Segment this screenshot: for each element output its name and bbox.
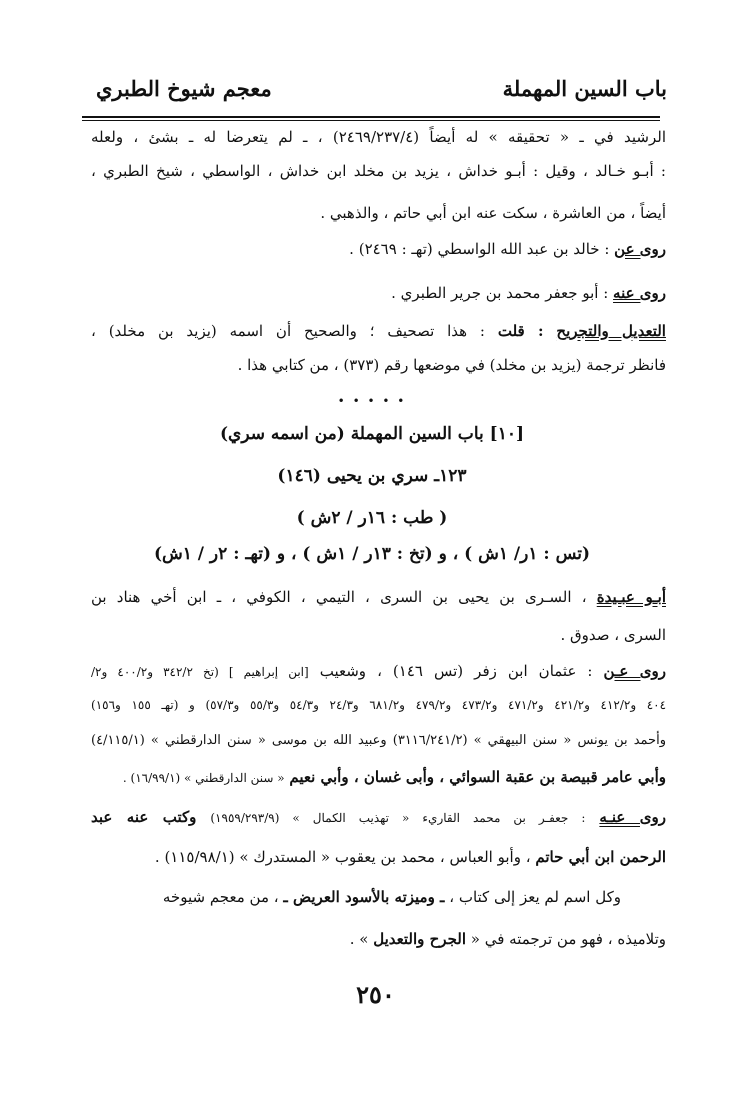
tadil-label: التعديل والتجريح — [556, 322, 666, 340]
narrated-from-line-1 — [91, 660, 666, 683]
entry-title: ١٢٣ـ سري بن يحيى (١٤٦) — [277, 466, 467, 486]
note-line-2 — [91, 928, 666, 950]
narrated-by-text: : أبو جعفر محمد بن جرير الطبري . — [391, 284, 609, 302]
entry-narrated-by-label: روى عنـه — [599, 808, 666, 826]
header-rule-thin — [82, 120, 660, 121]
narrated-from-label: روى عن — [614, 240, 666, 258]
prev-final-line: فانظر ترجمة (يزيد بن مخلد) في موضعها رقم (٣٧٣) ، من كتابي هذا . — [237, 356, 666, 374]
page-number: ٢٥٠ — [356, 980, 395, 1009]
entry-narrated-from-text: : عثمان ابن زفر (تس ١٤٦) ، وشعيب — [319, 662, 593, 680]
narrated-by-line-2 — [91, 846, 666, 868]
bio-text-1: ، السـرى بن يحيى بن السرى ، التيمي ، الكوفي ، ـ ابن أخي هناد بن — [91, 588, 587, 606]
entry-narrated-from-small: [ابن إبراهيم ] (تخ ٣٤٢/٢ و٤٠٠/٢ و٢/ — [91, 665, 309, 679]
tadil-qultu: : قلت — [497, 322, 544, 340]
prev-entry-line-3: أيضاً ، من العاشرة ، سكت عنه ابن أبي حاتم ، والذهبي . — [320, 204, 666, 222]
prev-narrated-by — [91, 282, 666, 304]
narrated-by-text-2: ، وأبو العباس ، محمد بن يعقوب « المستدرك » (١١٥/٩٨/١) . — [154, 848, 531, 866]
prev-narrated-from — [91, 238, 666, 260]
prev-tadil-line — [91, 320, 666, 342]
kunya-label: أبـو عبـيدة — [596, 588, 666, 606]
note-text-1b: ، من معجم شيوخه — [162, 888, 279, 906]
prev-entry-line-2: : أبـو خـالد ، وقيل : أبـو خداش ، يزيد بن مخلد ابن خداش ، الواسطي ، شيخ الطبري ، — [91, 162, 666, 180]
section-title: [١٠] باب السين المهملة (من اسمه سري) — [219, 424, 525, 444]
source-references: (تس : ١ر/ ١ش ) ، و (تخ : ١٣ر / ١ش ) ، و (تهـ : ٢ر / ١ش) — [153, 544, 591, 564]
narrated-from-bold-ref: « سنن الدارقطني » (١٦/٩٩/١) . — [122, 771, 285, 785]
note-bold-1: ـ وميزته بالأسود العريض ـ — [283, 888, 445, 906]
note-text-2a: وتلاميذه ، فهو من ترجمته في « — [470, 930, 666, 948]
note-text-2b: » . — [349, 930, 369, 948]
note-line-1 — [91, 886, 621, 908]
bio-line-2: السرى ، صدوق . — [560, 626, 666, 644]
tadil-text: : هذا تصحيف ؛ والصحيح أن اسمه (يزيد بن مخلد) ، — [91, 322, 485, 340]
section-separator: • • • • • — [337, 394, 407, 408]
tabari-reference: ( طب : ١٦ر / ٢ش ) — [296, 508, 448, 528]
entry-narrated-by-small: : جعفـر بن محمد القاريء « تهذيب الكمال » (١٩٥٩/٢٩٣/٩) — [210, 811, 586, 825]
header-rule — [82, 116, 660, 118]
entry-narrated-by-bold: وكتب عنه عبد — [91, 808, 197, 826]
narrated-from-line-2: ٤٠٤ و٤١٢/٢ و٤٢١/٢ و٤٧١/٢ و٤٧٣/٢ و٤٧٩/٢ و٦٨١/٢ و٢٤/٣ و٥٤/٣ و٥٥/٣ و٥٧/٣) و (تهـ ١٥٥ و١٥٦) — [91, 698, 666, 712]
prev-entry-line-1: الرشيد في ـ « تحقيقه » له أيضاً (٢٤٦٩/٢٣٧/٤) ، ـ لم يتعرضا له ـ بشئ ، ولعله — [91, 128, 666, 146]
narrated-from-text: : خالد بن عبد الله الواسطي (تهـ : ٢٤٦٩) . — [349, 240, 610, 258]
chapter-header: باب السين المهملة — [502, 76, 667, 101]
narrated-from-line-3: وأحمد بن يونس « سنن البيهقي » (٣١١٦/٢٤١/٢) وعبيد الله بن موسى « سنن الدارقطني » (٤/١١٥/١) — [91, 733, 666, 748]
entry-narrated-from-label: روى عـن — [603, 662, 666, 680]
narrated-by-label: روى عنه — [613, 284, 666, 302]
narrated-by-bold-2: الرحمن ابن أبي حاتم — [535, 848, 666, 866]
book-title-header: معجم شيوخ الطبري — [96, 76, 272, 101]
note-text-1a: وكل اسم لم يعز إلى كتاب ، — [449, 888, 621, 906]
narrated-by-line-1 — [91, 806, 666, 829]
narrated-from-line-4 — [91, 766, 666, 789]
narrated-from-bold-names: وأبي عامر قبيصة بن عقبة السوائي ، وأبى غسان ، وأبي نعيم — [289, 768, 666, 786]
bio-line-1 — [91, 586, 666, 608]
note-bold-2: الجرح والتعديل — [373, 930, 466, 948]
